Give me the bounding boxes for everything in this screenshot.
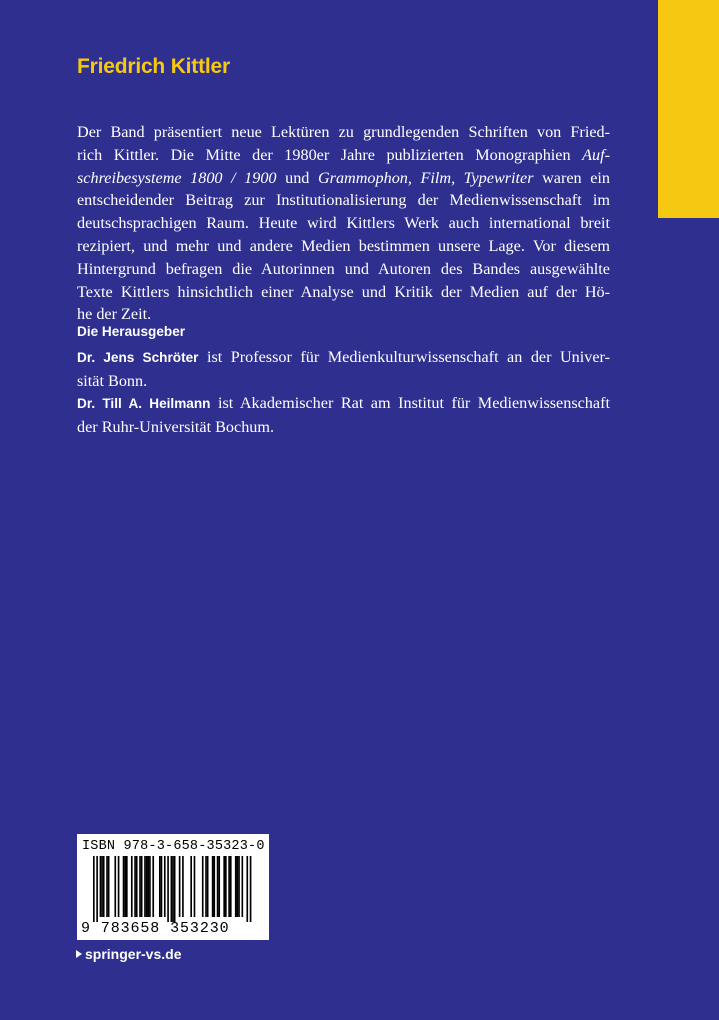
editor-bio-line: Dr. Till A. Heilmann ist Akademischer Rat am Institut für Medienwissenschaft	[77, 394, 610, 413]
editor-name: Dr. Till A. Heilmann	[77, 396, 211, 412]
barcode-bar	[93, 856, 95, 922]
publisher-website[interactable]	[76, 946, 181, 962]
isbn-barcode	[77, 834, 269, 940]
barcode-bar	[202, 856, 204, 917]
description-line: rezipiert, und mehr und andere Medien bestimmen unsere Lage. Vor diesem	[77, 236, 610, 255]
barcode-bar	[152, 856, 154, 917]
editor-name: Dr. Jens Schröter	[77, 349, 199, 365]
barcode-bar	[218, 856, 220, 917]
barcode-digits: 9 783658 353230	[81, 920, 230, 937]
barcode-bar	[235, 856, 237, 917]
barcode-bar	[124, 856, 126, 917]
barcode-bar	[161, 856, 163, 917]
barcode-bar	[106, 856, 108, 917]
barcode-bar	[242, 856, 244, 917]
barcode-bar	[182, 856, 184, 917]
barcode-bar	[225, 856, 227, 917]
barcode-bars	[77, 856, 269, 926]
barcode-bar	[164, 856, 166, 917]
website-url[interactable]: springer-vs.de	[85, 946, 182, 962]
barcode-bar	[223, 856, 225, 917]
author-name: Friedrich Kittler	[77, 55, 230, 78]
barcode-bar	[179, 856, 181, 917]
barcode-bar	[174, 856, 176, 922]
description-line: Der Band präsentiert neue Lektüren zu grundlegenden Schriften von Fried-	[77, 123, 610, 141]
barcode-bar	[146, 856, 148, 917]
barcode-bar	[237, 856, 239, 917]
barcode-bar	[141, 856, 143, 917]
editor-bio-line: sität Bonn.	[77, 371, 148, 390]
barcode-bar	[167, 856, 169, 922]
barcode-bar	[131, 856, 133, 917]
description-line: rich Kittler. Die Mitte der 1980er Jahre publizierten Monographien Auf-	[77, 145, 610, 164]
barcode-bar	[159, 856, 161, 917]
triangle-arrow-icon	[76, 950, 82, 958]
barcode-bar	[213, 856, 215, 917]
description-line: he der Zeit.	[77, 305, 152, 324]
barcode-bar	[190, 856, 192, 917]
barcode-bar	[194, 856, 196, 917]
barcode-bar	[134, 856, 136, 917]
editors-section	[77, 321, 610, 439]
barcode-bar	[139, 856, 141, 917]
barcode-bar	[207, 856, 209, 917]
isbn-label: ISBN 978-3-658-35323-0	[82, 839, 265, 854]
barcode-bar	[114, 856, 116, 917]
barcode-bar	[205, 856, 207, 917]
book-description	[77, 121, 610, 326]
barcode-bar	[126, 856, 128, 917]
barcode-bar	[103, 856, 105, 917]
barcode-bar	[250, 856, 252, 922]
barcode-bar	[123, 856, 125, 917]
barcode-bar	[144, 856, 146, 917]
barcode-bar	[118, 856, 120, 917]
description-line: schreibesysteme 1800 / 1900 und Grammophon, Film, Typewriter waren ein	[77, 168, 610, 187]
barcode-bar	[100, 856, 102, 917]
barcode-bar	[101, 856, 103, 917]
barcode-bar	[246, 856, 248, 922]
editor-bio-line: Dr. Jens Schröter ist Professor für Medienkulturwissenschaft an der Univer-	[77, 347, 610, 366]
barcode-bar	[212, 856, 214, 917]
barcode-bar	[149, 856, 151, 917]
editor-bio-line: der Ruhr-Universität Bochum.	[77, 418, 275, 437]
barcode-bar	[136, 856, 138, 917]
description-line: entscheidender Beitrag zur Institutionalisierung der Medienwissenschaft im	[77, 191, 610, 210]
barcode-bar	[171, 856, 173, 922]
barcode-bar	[172, 856, 174, 922]
accent-color-bar	[658, 0, 719, 218]
barcode-bar	[108, 856, 110, 917]
description-line: deutschsprachigen Raum. Heute wird Kittlers Werk auch international breit	[77, 214, 610, 233]
editors-heading: Die Herausgeber	[77, 324, 186, 339]
barcode-bar	[147, 856, 149, 917]
barcode-bar	[230, 856, 232, 917]
barcode-bar	[217, 856, 219, 917]
description-line: Hintergrund befragen die Autorinnen und Autoren des Bandes ausgewählte	[77, 259, 610, 278]
barcode-bar	[238, 856, 240, 917]
description-line: Texte Kittlers hinsichtlich einer Analyse und Kritik der Medien auf der Hö-	[77, 282, 610, 301]
barcode-bar	[228, 856, 230, 917]
barcode-bar	[96, 856, 98, 922]
